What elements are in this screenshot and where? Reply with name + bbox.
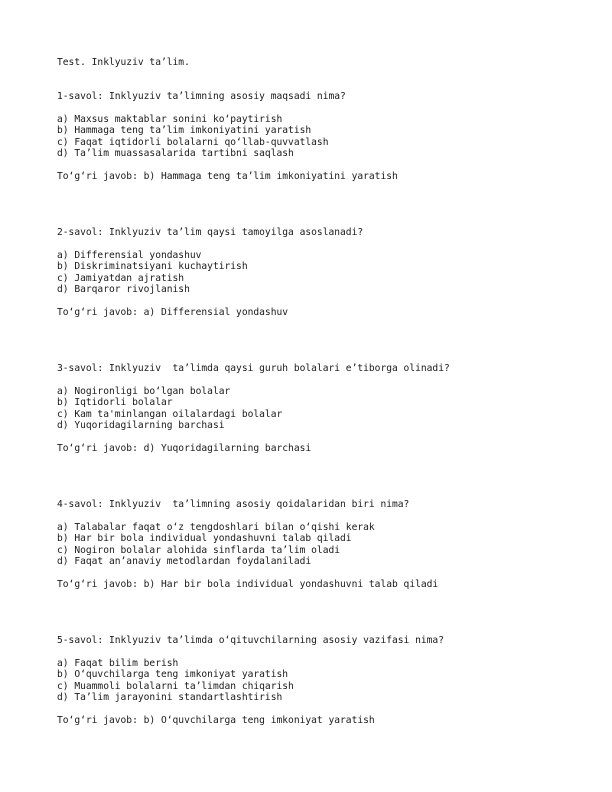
question-block-4 bbox=[57, 499, 577, 591]
question-block-1 bbox=[57, 91, 577, 183]
option-b: b) Iqtidorli bolalar bbox=[57, 397, 173, 409]
correct-answer: To‘g‘ri javob: b) O‘quvchilarga teng imkoniyat yaratish bbox=[57, 715, 375, 727]
option-c: c) Jamiyatdan ajratish bbox=[57, 272, 185, 284]
option-d: d) Ta’lim jarayonini standartlashtirish bbox=[57, 692, 283, 704]
option-b: b) Hammaga teng ta’lim imkoniyatini yaratish bbox=[57, 125, 312, 137]
option-d: d) Ta’lim muassasalarida tartibni saqlash bbox=[57, 148, 294, 160]
option-b: b) Har bir bola individual yondashuvni talab qiladi bbox=[57, 533, 352, 545]
option-c: c) Faqat iqtidorli bolalarni qo‘llab-quvvatlash bbox=[57, 136, 329, 148]
question-text: 4-savol: Inklyuziv ta’limning asosiy qoidalaridan biri nima? bbox=[57, 499, 410, 510]
option-a: a) Talabalar faqat o‘z tengdoshlari bilan o‘qishi kerak bbox=[57, 522, 375, 533]
question-text: 1-savol: Inklyuziv ta’limning asosiy maqsadi nima? bbox=[57, 91, 346, 102]
option-c: c) Muammoli bolalarni ta’limdan chiqarish bbox=[57, 680, 294, 692]
option-b: b) O‘quvchilarga teng imkoniyat yaratish bbox=[57, 669, 289, 681]
option-a: a) Maxsus maktablar sonini ko‘paytirish bbox=[57, 114, 283, 125]
question-text: 3-savol: Inklyuziv ta’limda qaysi guruh bolalari e’tiborga olinadi? bbox=[57, 363, 450, 374]
correct-answer: To‘g‘ri javob: b) Hammaga teng ta’lim imkoniyatini yaratish bbox=[57, 171, 398, 183]
option-a: a) Faqat bilim berish bbox=[57, 658, 179, 669]
option-d: d) Faqat an’anaviy metodlardan foydalaniladi bbox=[57, 556, 312, 568]
option-d: d) Yuqoridagilarning barchasi bbox=[57, 420, 225, 432]
question-block-2 bbox=[57, 227, 577, 319]
correct-answer: To‘g‘ri javob: a) Differensial yondashuv bbox=[57, 307, 289, 319]
option-b: b) Diskriminatsiyani kuchaytirish bbox=[57, 261, 248, 273]
option-a: a) Differensial yondashuv bbox=[57, 250, 202, 261]
option-d: d) Barqaror rivojlanish bbox=[57, 284, 190, 296]
option-a: a) Nogironligi bo‘lgan bolalar bbox=[57, 386, 231, 397]
question-text: 5-savol: Inklyuziv ta’limda o‘qituvchilarning asosiy vazifasi nima? bbox=[57, 635, 444, 646]
question-text: 2-savol: Inklyuziv ta’lim qaysi tamoyilga asoslanadi? bbox=[57, 227, 364, 238]
option-c: c) Nogiron bolalar alohida sinflarda ta’lim oladi bbox=[57, 544, 341, 556]
correct-answer: To‘g‘ri javob: d) Yuqoridagilarning barchasi bbox=[57, 443, 312, 455]
option-c: c) Kam ta'minlangan oilalardagi bolalar bbox=[57, 408, 283, 420]
correct-answer: To‘g‘ri javob: b) Har bir bola individual yondashuvni talab qiladi bbox=[57, 579, 439, 591]
document-title: Test. Inklyuziv ta’lim. bbox=[57, 57, 190, 68]
question-block-3 bbox=[57, 363, 577, 455]
question-block-5 bbox=[57, 635, 577, 727]
